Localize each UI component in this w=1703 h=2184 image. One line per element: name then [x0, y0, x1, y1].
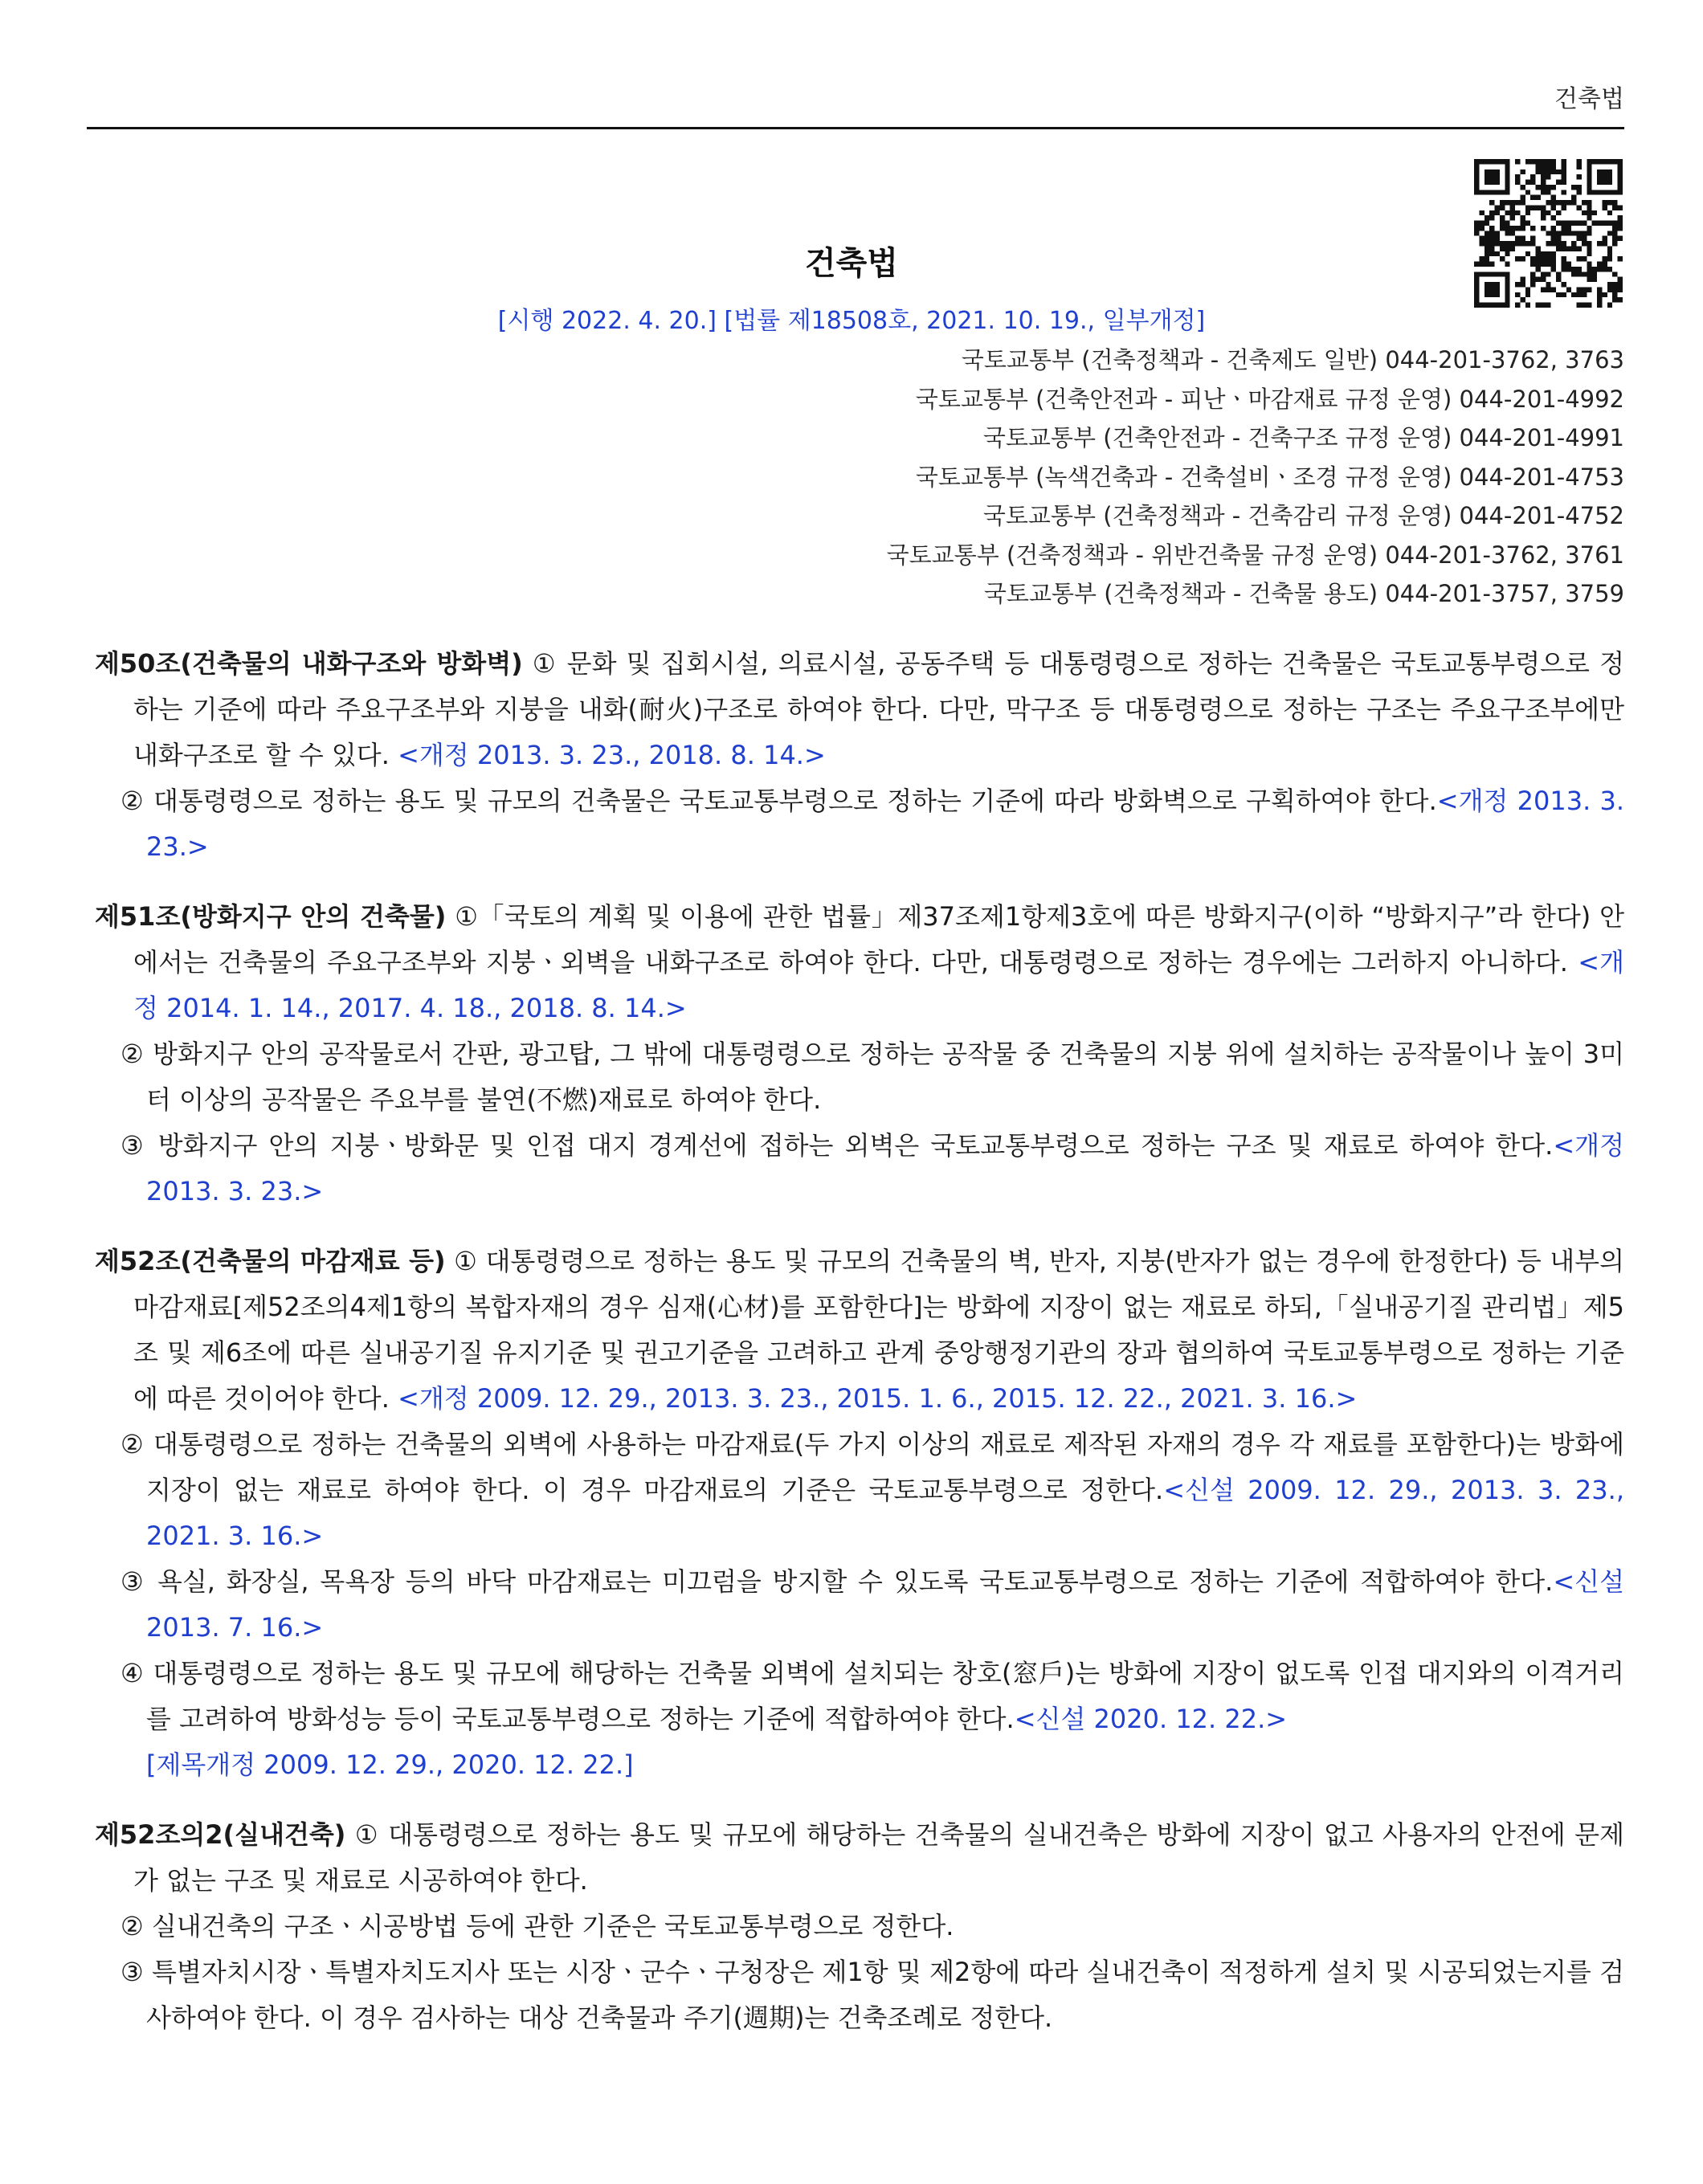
article-title: 제52조(건축물의 마감재료 등)	[95, 1246, 446, 1276]
paragraph-text: ② 대통령령으로 정하는 건축물의 외벽에 사용하는 마감재료(두 가지 이상의 재료로 제작된 자재의 경우 각 재료를 포함한다)는 방화에 지장이 없는 재료로 하여야 한다. 이 경우 마감재료의 기준은 국토교통부령으로 정한다.	[120, 1429, 1624, 1505]
amendment-note: <개정 2009. 12. 29., 2013. 3. 23., 2015. 1. 6., 2015. 12. 22., 2021. 3. 16.>	[398, 1383, 1358, 1414]
paragraph-text: ① 문화 및 집회시설, 의료시설, 공동주택 등 대통령령으로 정하는 건축물은 국토교통부령으로 정하는 기준에 따라 주요구조부와 지붕을 내화(耐火)구조로 하여야 한다. 다만, 막구조 등 대통령령으로 정하는 구조는 주요구조부에만 내화구조로 할 수 있다.	[133, 648, 1624, 770]
article-first-paragraph	[95, 1239, 1624, 1422]
article-list	[95, 641, 1624, 2065]
article-paragraph	[95, 1031, 1624, 1123]
article-title: 제52조의2(실내건축)	[95, 1819, 346, 1850]
article-first-paragraph	[95, 641, 1624, 778]
paragraph-text: ③ 욕실, 화장실, 목욕장 등의 바닥 마감재료는 미끄럼을 방지할 수 있도록 국토교통부령으로 정하는 기준에 적합하여야 한다.	[120, 1566, 1554, 1597]
article-50	[95, 641, 1624, 870]
qr-code-icon	[1474, 159, 1623, 308]
amendment-note: <신설 2013. 7. 16.>	[146, 1566, 1624, 1643]
paragraph-text: ① 대통령령으로 정하는 용도 및 규모의 건축물의 벽, 반자, 지붕(반자가 없는 경우에 한정한다) 등 내부의 마감재료[제52조의4제1항의 복합자재의 경우 심재(心材)를 포함한다]는 방화에 지장이 없는 재료로 하되,「실내공기질 관리법」제5조 및 제6조에 따른 실내공기질 유지기준 및 권고기준을 고려하고 관계 중앙행정기관의 장과 협의하여 국토교통부령으로 정하는 기준에 따른 것이어야 한다.	[133, 1246, 1624, 1414]
amendment-note: <개정 2014. 1. 14., 2017. 4. 18., 2018. 8. 14.>	[133, 947, 1624, 1023]
contact-line: 국토교통부 (녹색건축과 - 건축설비ㆍ조경 규정 운영) 044-201-4753	[915, 463, 1624, 491]
article-title: 제50조(건축물의 내화구조와 방화벽)	[95, 648, 523, 679]
article-title: 제51조(방화지구 안의 건축물)	[95, 901, 447, 932]
article-paragraph	[95, 1422, 1624, 1559]
article-paragraph	[95, 1123, 1624, 1214]
contact-line: 국토교통부 (건축안전과 - 건축구조 규정 운영) 044-201-4991	[982, 424, 1624, 451]
article-paragraph	[95, 778, 1624, 870]
title-amendment-note	[95, 1742, 1624, 1788]
article-paragraph	[95, 1559, 1624, 1651]
enforcement-info: [시행 2022. 4. 20.] [법률 제18508호, 2021. 10. 19., 일부개정]	[497, 307, 1206, 335]
article-51	[95, 894, 1624, 1214]
amendment-note: <신설 2020. 12. 22.>	[1014, 1704, 1288, 1734]
running-header: 건축법	[1554, 85, 1624, 113]
paragraph-text: ② 방화지구 안의 공작물로서 간판, 광고탑, 그 밖에 대통령령으로 정하는 공작물 중 건축물의 지붕 위에 설치하는 공작물이나 높이 3미터 이상의 공작물은 주요부를 불연(不燃)재료로 하여야 한다.	[120, 1039, 1624, 1115]
paragraph-text: ①「국토의 계획 및 이용에 관한 법률」제37조제1항제3호에 따른 방화지구(이하 “방화지구”라 한다) 안에서는 건축물의 주요구조부와 지붕ㆍ외벽을 내화구조로 하여야 한다. 다만, 대통령령으로 정하는 경우에는 그러하지 아니하다.	[133, 901, 1624, 978]
paragraph-text: ③ 특별자치시장ㆍ특별자치도지사 또는 시장ㆍ군수ㆍ구청장은 제1항 및 제2항에 따라 실내건축이 적정하게 설치 및 시공되었는지를 검사하여야 한다. 이 경우 검사하는 대상 건축물과 주기(週期)는 건축조례로 정한다.	[120, 1957, 1624, 2033]
header-divider	[87, 127, 1624, 129]
article-paragraph	[95, 1949, 1624, 2041]
paragraph-text: ② 대통령령으로 정하는 용도 및 규모의 건축물은 국토교통부령으로 정하는 기준에 따라 방화벽으로 구획하여야 한다.	[120, 786, 1437, 816]
contact-list	[887, 341, 1624, 614]
amendment-note: <개정 2013. 3. 23.>	[146, 1130, 1624, 1206]
amendment-note: <신설 2009. 12. 29., 2013. 3. 23., 2021. 3. 16.>	[146, 1475, 1624, 1551]
title-amendment-text: [제목개정 2009. 12. 29., 2020. 12. 22.]	[146, 1749, 634, 1780]
document-title: 건축법	[805, 245, 898, 282]
article-first-paragraph	[95, 1812, 1624, 1904]
article-first-paragraph	[95, 894, 1624, 1031]
contact-line: 국토교통부 (건축정책과 - 위반건축물 규정 운영) 044-201-3762, 3761	[886, 541, 1624, 569]
amendment-note: <개정 2013. 3. 23., 2018. 8. 14.>	[398, 740, 826, 770]
paragraph-text: ③ 방화지구 안의 지붕ㆍ방화문 및 인접 대지 경계선에 접하는 외벽은 국토교통부령으로 정하는 구조 및 재료로 하여야 한다.	[120, 1130, 1554, 1161]
contact-line: 국토교통부 (건축정책과 - 건축물 용도) 044-201-3757, 3759	[983, 580, 1624, 607]
amendment-note: <개정 2013. 3. 23.>	[146, 786, 1624, 862]
contact-line: 국토교통부 (건축정책과 - 건축감리 규정 운영) 044-201-4752	[982, 502, 1624, 529]
paragraph-text: ② 실내건축의 구조ㆍ시공방법 등에 관한 기준은 국토교통부령으로 정한다.	[120, 1911, 954, 1941]
article-52-2	[95, 1812, 1624, 2041]
article-paragraph	[95, 1651, 1624, 1742]
paragraph-text: ④ 대통령령으로 정하는 용도 및 규모에 해당하는 건축물 외벽에 설치되는 창호(窓戶)는 방화에 지장이 없도록 인접 대지와의 이격거리를 고려하여 방화성능 등이 국토교통부령으로 정하는 기준에 적합하여야 한다.	[120, 1658, 1624, 1734]
article-52	[95, 1239, 1624, 1788]
contact-line: 국토교통부 (건축정책과 - 건축제도 일반) 044-201-3762, 3763	[961, 346, 1624, 374]
paragraph-text: ① 대통령령으로 정하는 용도 및 규모에 해당하는 건축물의 실내건축은 방화에 지장이 없고 사용자의 안전에 문제가 없는 구조 및 재료로 시공하여야 한다.	[133, 1819, 1624, 1896]
article-paragraph	[95, 1904, 1624, 1949]
contact-line: 국토교통부 (건축안전과 - 피난ㆍ마감재료 규정 운영) 044-201-4992	[915, 385, 1624, 413]
